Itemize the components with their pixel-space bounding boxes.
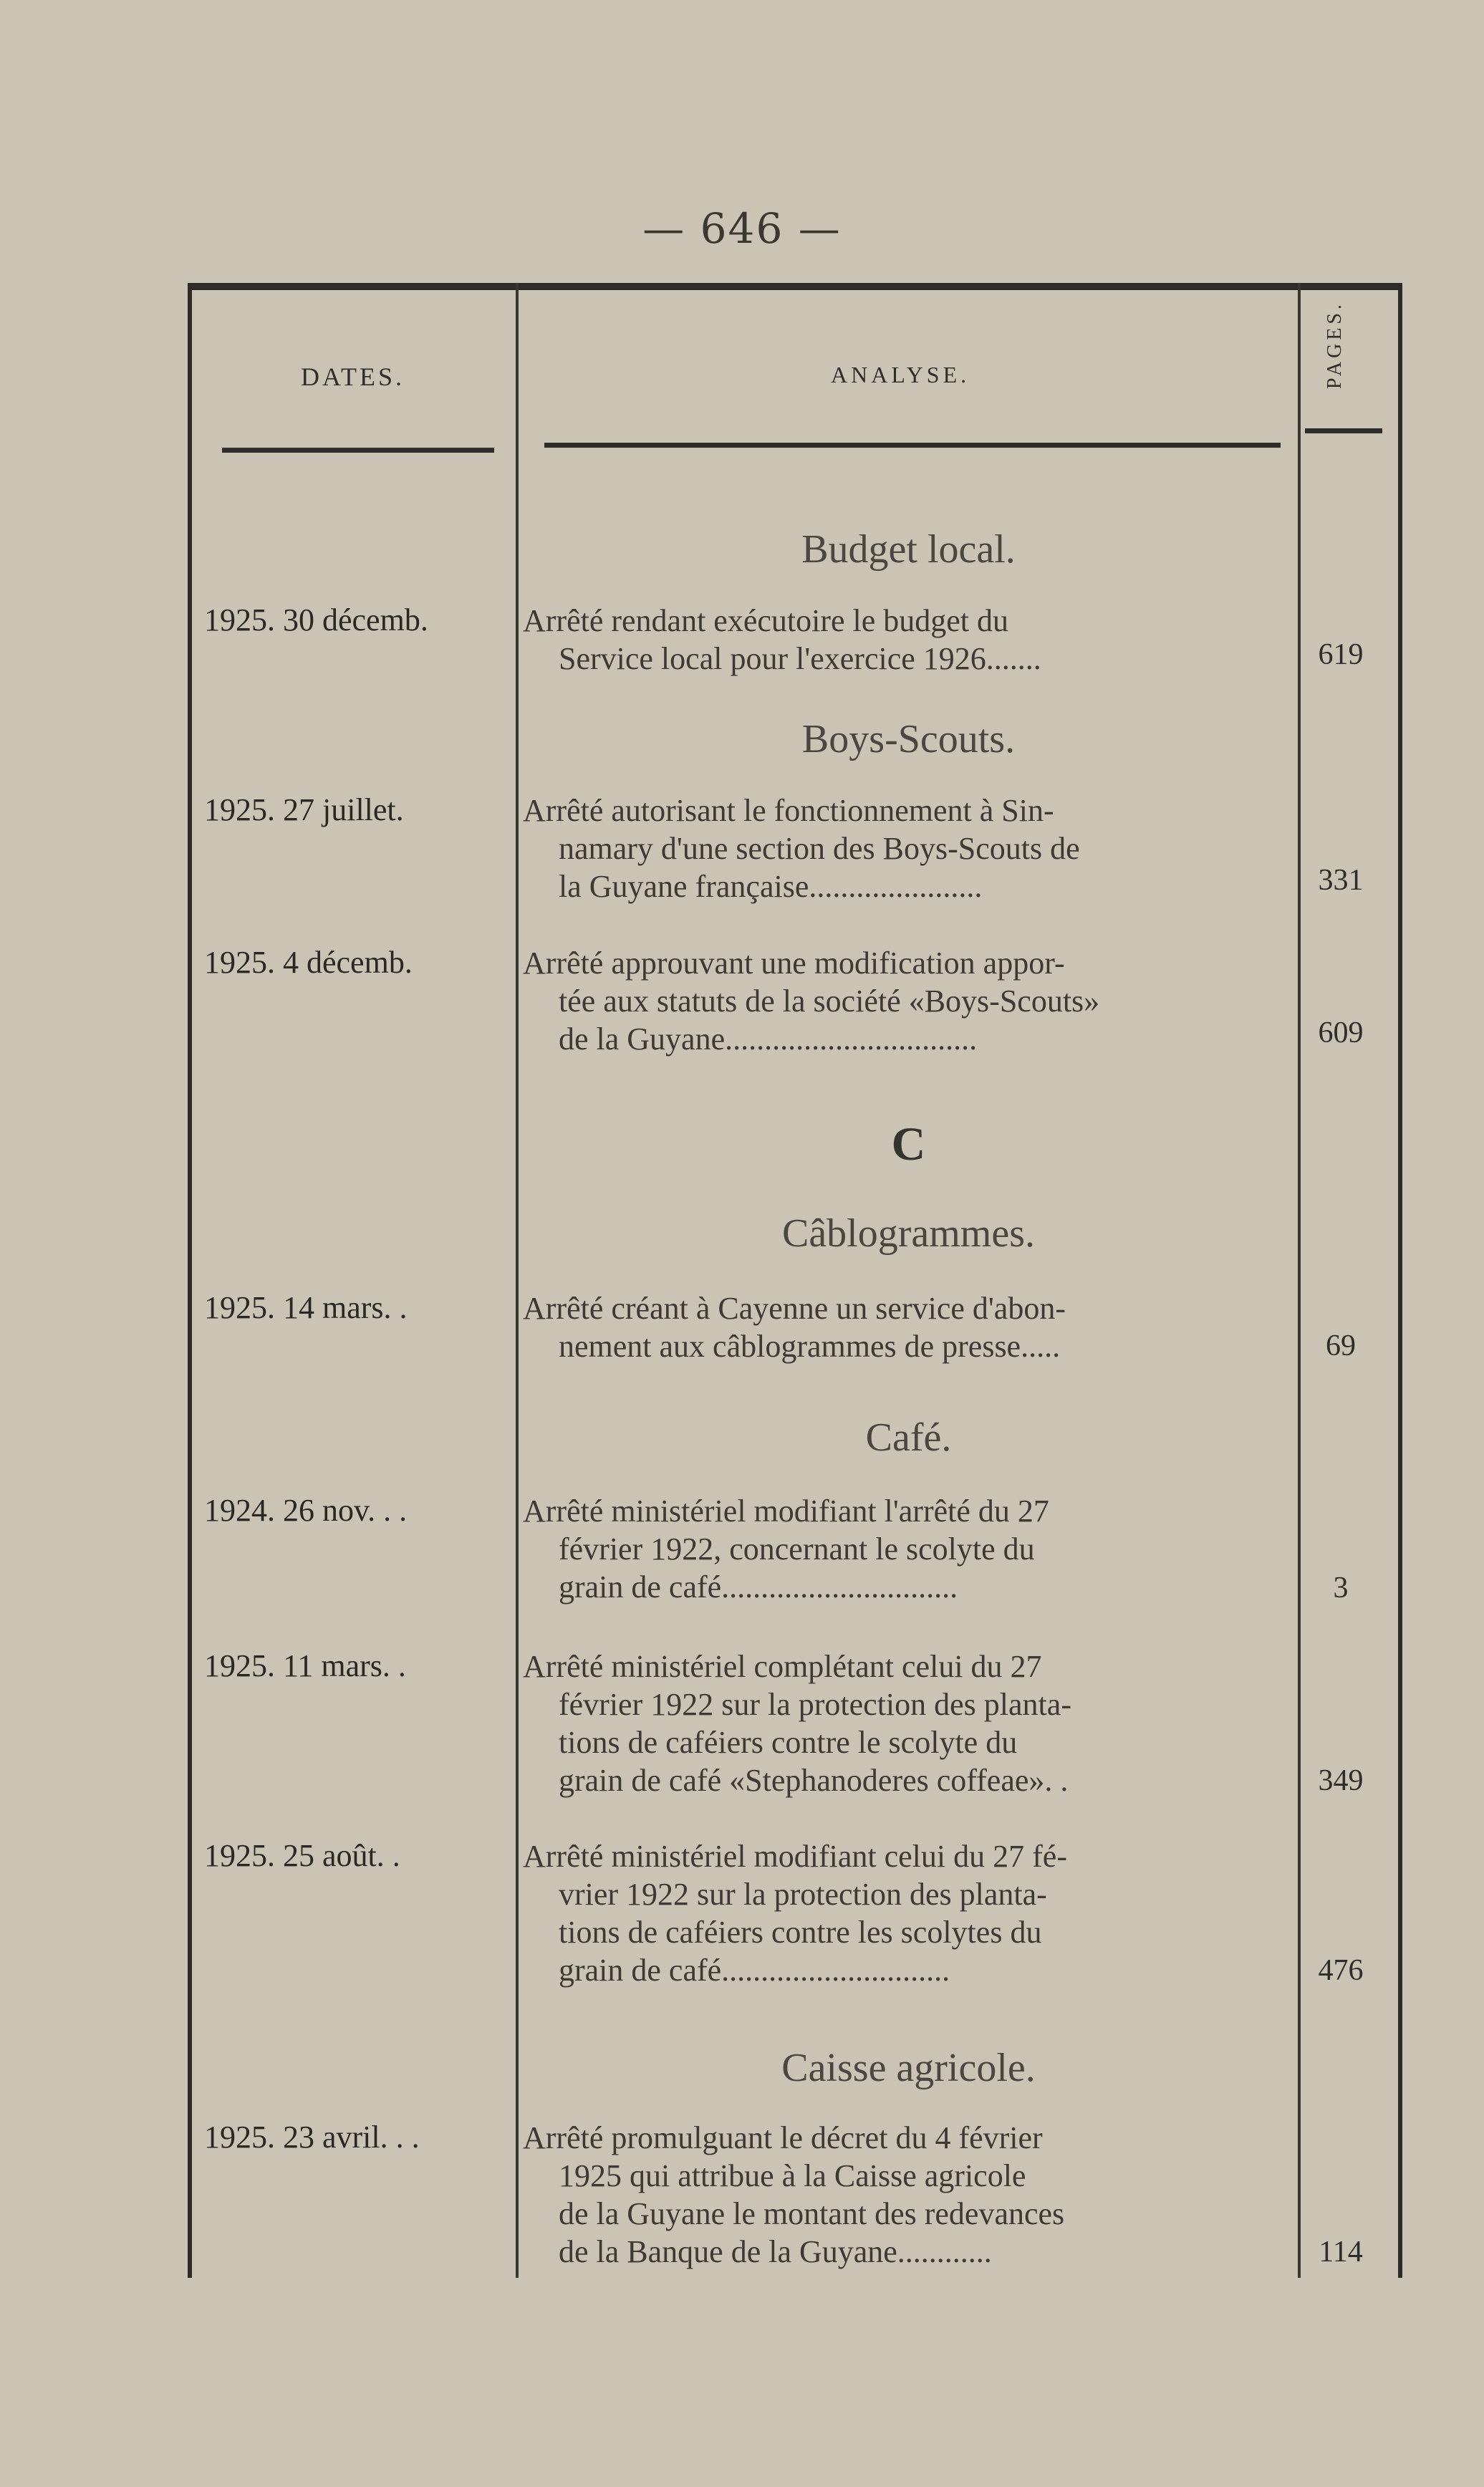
analysis-line: vrier 1922 sur la protection des planta- [559, 1877, 1047, 1912]
analysis-line: grain de café.............................. [559, 1569, 958, 1605]
analysis-line: tions de caféiers contre les scolytes du [559, 1915, 1042, 1950]
entry-date: 1925. 25 août. . [204, 1838, 400, 1873]
entry-analysis [523, 2119, 1283, 2271]
section-heading: Café. [865, 1415, 952, 1460]
analysis-line: de la Banque de la Guyane............ [559, 2234, 992, 2269]
header-pages: PAGES. [1324, 301, 1346, 390]
analysis-line: 1925 qui attribue à la Caisse agricole [559, 2158, 1026, 2193]
analysis-line: Arrêté approuvant une modification appor- [523, 946, 1065, 981]
entry-page: 331 [1318, 864, 1364, 897]
entry-analysis [523, 1492, 1283, 1606]
section-letter: C [891, 1118, 926, 1170]
entry-analysis [523, 792, 1283, 905]
entry-page: 619 [1318, 638, 1364, 671]
analysis-line: Arrêté créant à Cayenne un service d'abon- [523, 1291, 1066, 1326]
analysis-line: février 1922 sur la protection des planta- [559, 1687, 1071, 1722]
analysis-line: nement aux câblogrammes de presse..... [559, 1329, 1061, 1364]
entry-date: 1925. 23 avril. . . [204, 2120, 420, 2155]
analysis-line: Arrêté promulguant le décret du 4 février [523, 2120, 1043, 2155]
entry-analysis [523, 1837, 1283, 1989]
analysis-line: février 1922, concernant le scolyte du [559, 1531, 1035, 1567]
analysis-line: de la Guyane le montant des redevances [559, 2196, 1065, 2231]
entry-analysis [523, 1289, 1283, 1365]
analysis-line: tions de caféiers contre le scolyte du [559, 1725, 1018, 1760]
analysis-line: namary d'une section des Boys-Scouts de [559, 831, 1080, 866]
section-heading: Caisse agricole. [781, 2046, 1036, 2090]
entry-page: 609 [1318, 1016, 1364, 1049]
section-heading: Budget local. [801, 527, 1016, 572]
entry-date: 1925. 27 juillet. [204, 792, 404, 827]
entry-analysis [523, 944, 1283, 1058]
page-number: — 646 — [642, 204, 842, 253]
entry-page: 3 [1333, 1572, 1349, 1605]
entry-date: 1924. 26 nov. . . [204, 1493, 408, 1528]
analysis-line: grain de café............................. [559, 1953, 950, 1988]
entry-date: 1925. 11 mars. . [204, 1648, 406, 1683]
section-heading: Câblogrammes. [781, 1211, 1036, 1256]
entry-analysis [523, 602, 1283, 678]
analysis-line: Arrêté ministériel modifiant l'arrêté du 27 [523, 1493, 1049, 1529]
analysis-line: Arrêté rendant exécutoire le budget du [523, 603, 1009, 638]
analysis-line: grain de café «Stephanoderes coffeae». . [559, 1763, 1069, 1798]
analysis-line: de la Guyane................................ [559, 1021, 978, 1057]
entry-date: 1925. 30 décemb. [204, 602, 428, 638]
entry-page: 114 [1319, 2236, 1363, 2269]
entry-page: 476 [1318, 1954, 1364, 1987]
analysis-line: Arrêté ministériel complétant celui du 27 [523, 1649, 1042, 1684]
analysis-line: Arrêté autorisant le fonctionnement à Sin- [523, 793, 1054, 828]
analysis-line: Service local pour l'exercice 1926....... [559, 641, 1041, 676]
header-dates: DATES. [301, 362, 405, 391]
analysis-line: la Guyane française...................... [559, 869, 983, 904]
entry-page: 69 [1326, 1329, 1356, 1362]
entry-page: 349 [1318, 1764, 1364, 1797]
analysis-line: Arrêté ministériel modifiant celui du 27 fé- [523, 1839, 1067, 1874]
entry-date: 1925. 4 décemb. [204, 945, 413, 980]
section-heading: Boys-Scouts. [801, 717, 1016, 761]
entry-date: 1925. 14 mars. . [204, 1290, 408, 1325]
entry-analysis [523, 1647, 1283, 1799]
header-analyse: ANALYSE. [831, 362, 970, 388]
analysis-line: tée aux statuts de la société «Boys-Scouts» [559, 983, 1100, 1019]
